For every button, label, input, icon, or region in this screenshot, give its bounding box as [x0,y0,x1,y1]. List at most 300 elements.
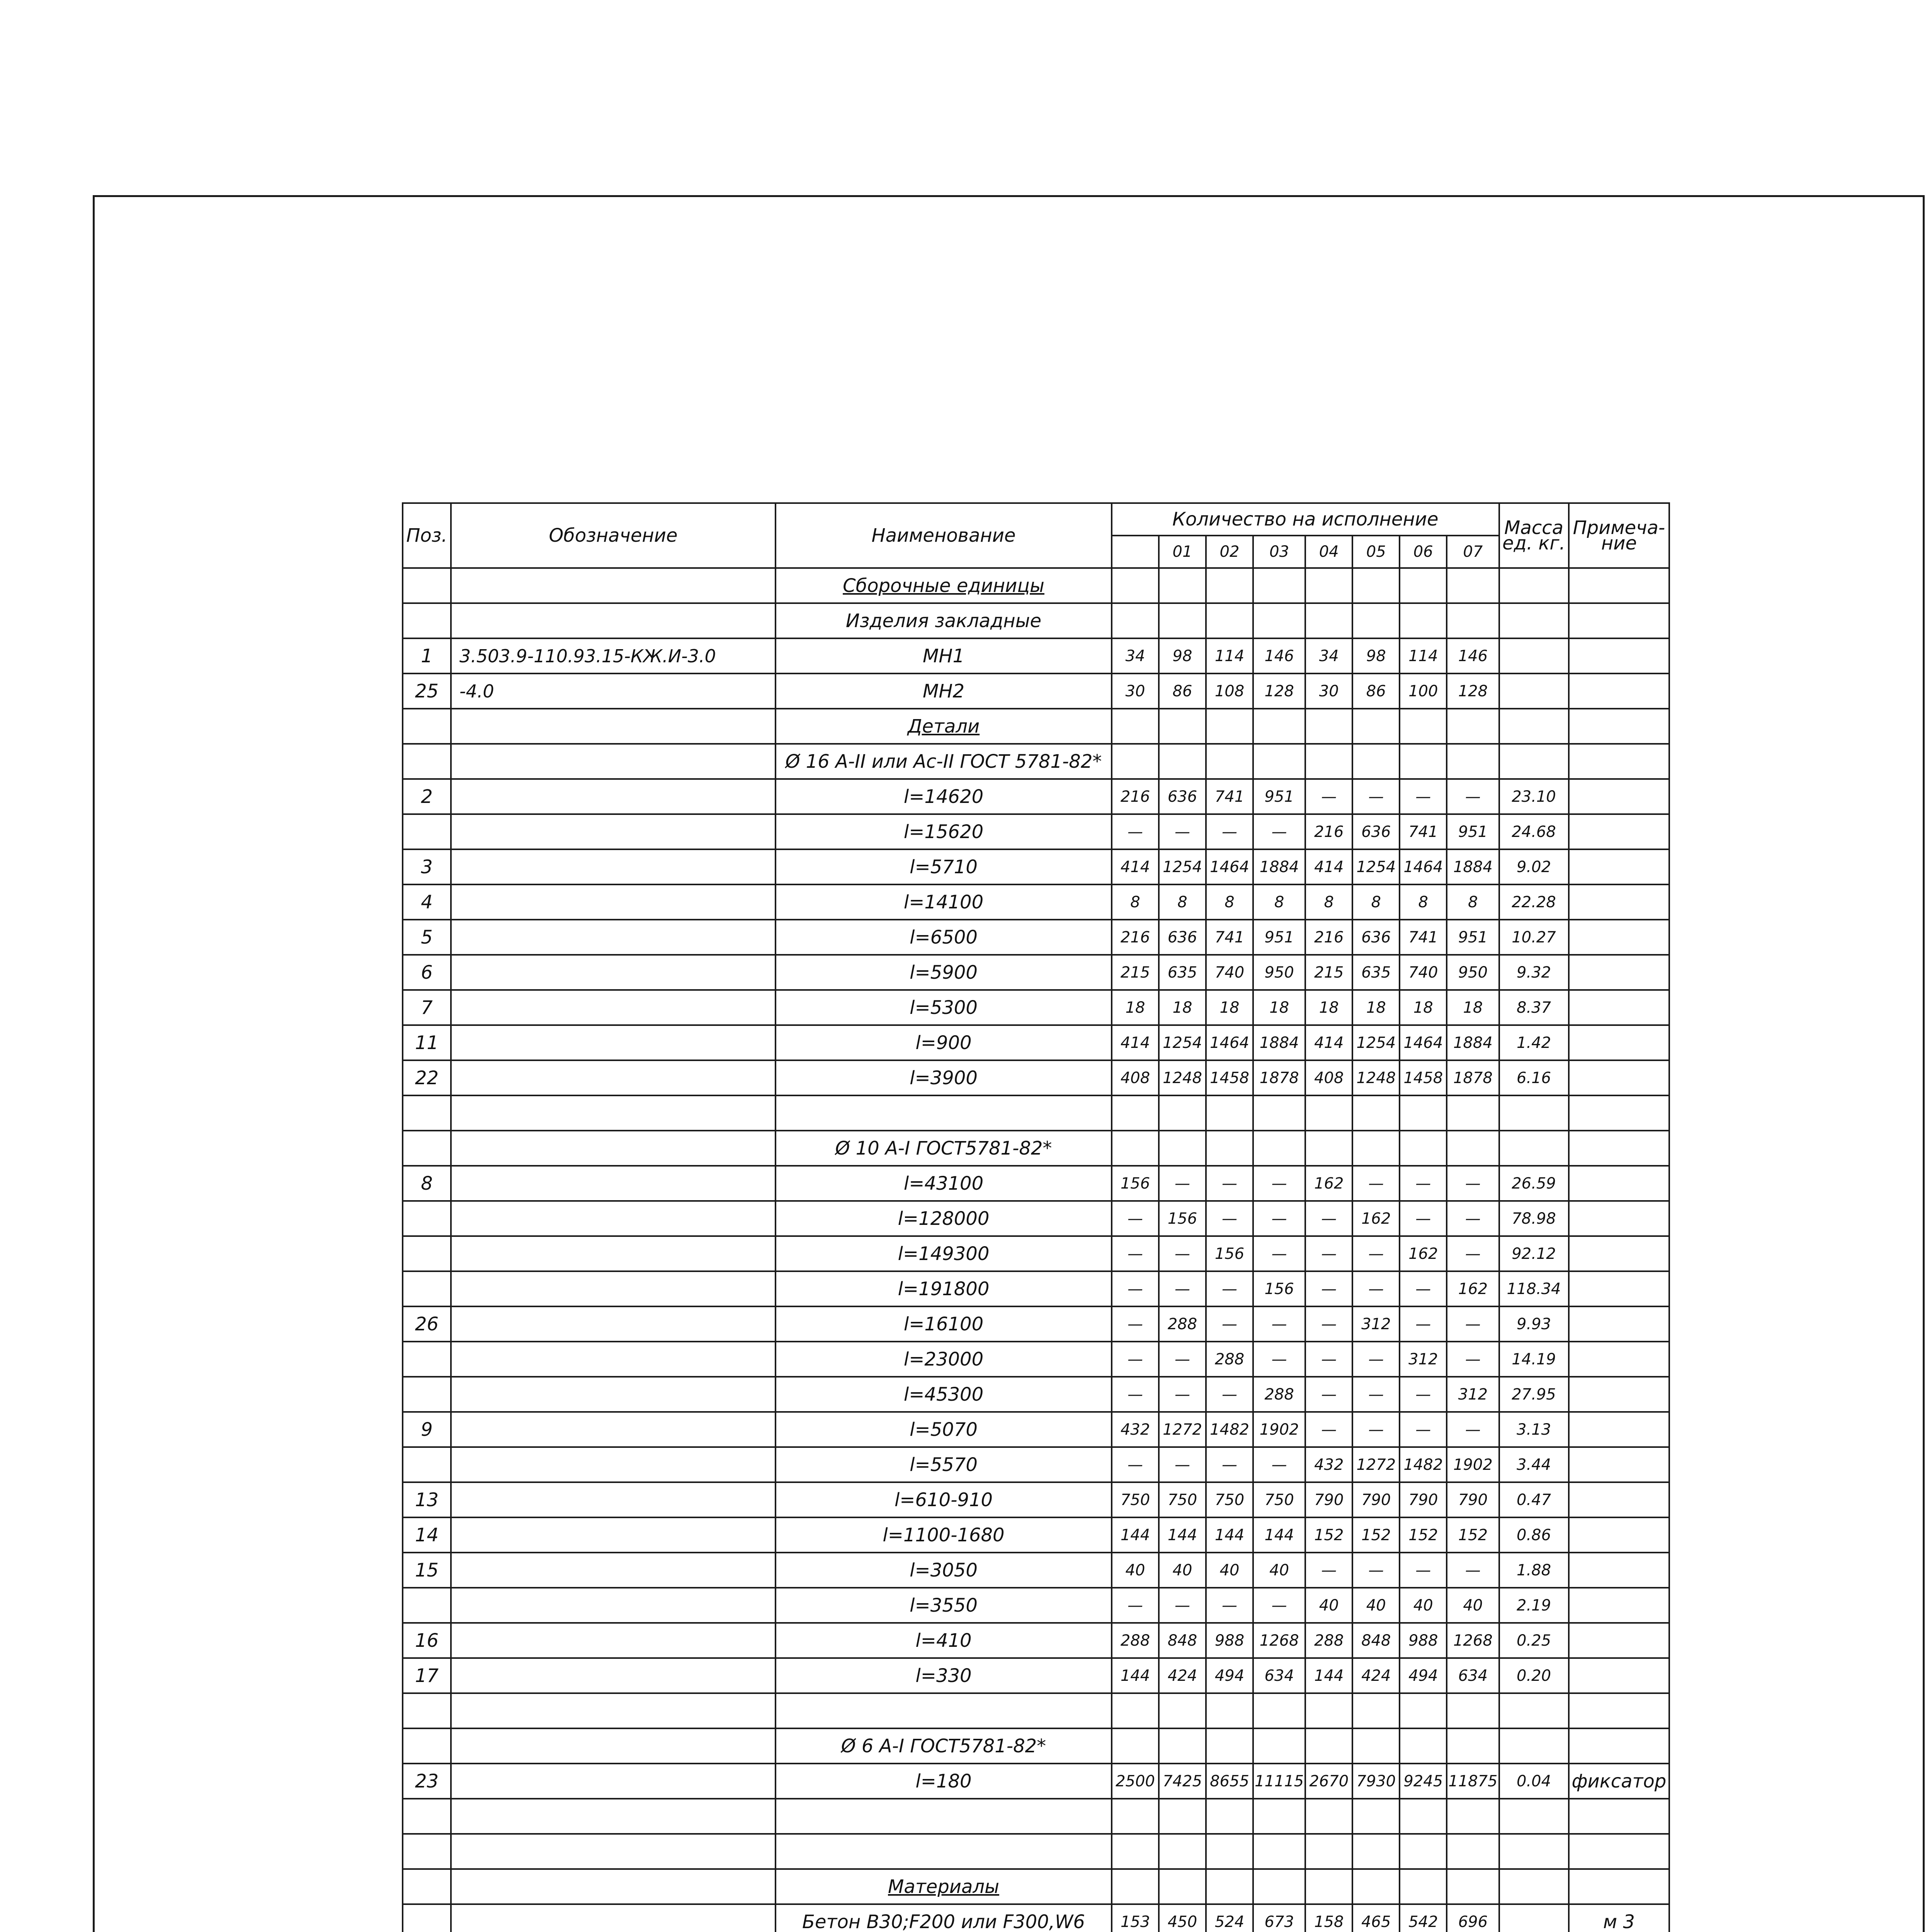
note-cell [1569,1201,1670,1236]
qty-cell [1112,1131,1159,1166]
qty-cell: 636 [1159,779,1206,814]
note-cell [1569,673,1670,709]
mass-cell: 9.93 [1499,1306,1569,1342]
name-cell [776,1799,1112,1834]
qty-cell [1400,709,1447,744]
name-cell: l=3900 [776,1060,1112,1095]
designation-cell [451,1095,776,1131]
qty-cell: — [1112,1201,1159,1236]
qty-cell [1352,709,1400,744]
pos-cell: 4 [403,884,451,920]
designation-cell: 3.503.9-110.93.15-КЖ.И-3.0 [451,638,776,673]
qty-cell [1352,1728,1400,1764]
qty-cell: — [1352,1553,1400,1588]
qty-cell: 1254 [1159,1025,1206,1060]
qty-cell [1206,1834,1253,1869]
qty-cell: 750 [1112,1482,1159,1517]
designation-cell [451,1693,776,1728]
specification-table [402,502,1670,1932]
note-cell [1569,849,1670,884]
note-cell: м 3 [1569,1904,1670,1932]
note-cell [1569,1095,1670,1131]
qty-cell: 750 [1159,1482,1206,1517]
designation-cell [451,1517,776,1553]
qty-cell: 524 [1206,1904,1253,1932]
spec-row [403,1201,1669,1236]
pos-cell [403,1869,451,1904]
name-cell: Ø 10 A-I ГОСТ5781-82* [776,1131,1112,1166]
mass-cell: 3.44 [1499,1447,1569,1482]
qty-cell [1112,1728,1159,1764]
qty-cell: — [1305,779,1352,814]
spec-row [403,568,1669,603]
qty-cell [1253,1869,1305,1904]
spec-row [403,1623,1669,1658]
designation-cell [451,1869,776,1904]
mass-cell: 3.13 [1499,1412,1569,1447]
qty-cell [1206,1693,1253,1728]
note-cell [1569,744,1670,779]
qty-cell [1352,1869,1400,1904]
note-cell [1569,990,1670,1025]
note-cell: фиксатор [1569,1764,1670,1799]
qty-cell [1206,568,1253,603]
spec-row [403,1236,1669,1271]
qty-cell: 1464 [1400,1025,1447,1060]
qty-cell [1112,568,1159,603]
qty-cell: 542 [1400,1904,1447,1932]
qty-cell: 951 [1253,920,1305,955]
qty-cell: 1884 [1253,849,1305,884]
variant-header: 03 [1253,536,1305,568]
qty-cell: — [1253,1342,1305,1377]
qty-cell [1352,1095,1400,1131]
qty-cell: 1248 [1159,1060,1206,1095]
qty-cell: — [1112,1377,1159,1412]
name-cell: l=6500 [776,920,1112,955]
qty-cell: — [1305,1306,1352,1342]
qty-cell: 2670 [1305,1764,1352,1799]
qty-cell: — [1253,1166,1305,1201]
qty-cell: 494 [1400,1658,1447,1693]
qty-cell [1447,603,1499,638]
pos-cell [403,1342,451,1377]
spec-row [403,1588,1669,1623]
name-cell: l=610-910 [776,1482,1112,1517]
qty-cell [1305,1728,1352,1764]
pos-cell [403,709,451,744]
qty-cell [1447,1095,1499,1131]
note-cell [1569,1588,1670,1623]
note-cell [1569,1306,1670,1342]
qty-cell [1112,1799,1159,1834]
qty-cell: — [1447,779,1499,814]
qty-cell: 848 [1159,1623,1206,1658]
name-cell: Изделия закладные [776,603,1112,638]
designation-cell [451,1377,776,1412]
mass-cell: 0.86 [1499,1517,1569,1553]
note-header: Примеча- ние [1569,503,1670,568]
qty-cell [1159,603,1206,638]
designation-cell [451,1236,776,1271]
pos-cell [403,1236,451,1271]
name-cell: l=14620 [776,779,1112,814]
designation-cell [451,814,776,849]
spec-row [403,884,1669,920]
qty-cell: 8 [1206,884,1253,920]
qty-cell: 1482 [1400,1447,1447,1482]
qty-cell: — [1447,1166,1499,1201]
qty-cell: — [1400,1377,1447,1412]
designation-cell [451,779,776,814]
qty-cell: 740 [1400,955,1447,990]
note-cell [1569,779,1670,814]
qty-cell: 1878 [1447,1060,1499,1095]
qty-cell: 215 [1305,955,1352,990]
qty-cell [1159,1834,1206,1869]
designation-cell [451,744,776,779]
qty-cell [1352,1131,1400,1166]
qty-cell: 951 [1447,814,1499,849]
qty-cell [1305,568,1352,603]
qty-cell: — [1253,814,1305,849]
qty-cell: — [1112,1342,1159,1377]
mass-cell [1499,1904,1569,1932]
qty-cell [1159,709,1206,744]
pos-cell [403,1447,451,1482]
name-cell: l=149300 [776,1236,1112,1271]
pos-cell [403,1588,451,1623]
name-cell: l=23000 [776,1342,1112,1377]
name-cell: l=5570 [776,1447,1112,1482]
qty-cell: 18 [1159,990,1206,1025]
note-cell [1569,568,1670,603]
pos-cell: 13 [403,1482,451,1517]
qty-cell: 7425 [1159,1764,1206,1799]
pos-header: Поз. [403,503,451,568]
qty-cell: — [1447,1553,1499,1588]
name-cell: l=5300 [776,990,1112,1025]
pos-cell [403,1799,451,1834]
note-cell [1569,1236,1670,1271]
qty-cell: — [1352,779,1400,814]
mass-cell [1499,1834,1569,1869]
qty-cell: 152 [1305,1517,1352,1553]
spec-row [403,814,1669,849]
name-cell [776,1095,1112,1131]
variant-empty [1112,536,1159,568]
qty-cell: 951 [1253,779,1305,814]
name-cell: Ø 6 A-I ГОСТ5781-82* [776,1728,1112,1764]
note-cell [1569,638,1670,673]
mass-cell: 23.10 [1499,779,1569,814]
qty-cell [1305,1799,1352,1834]
qty-cell: 1254 [1352,1025,1400,1060]
qty-cell [1447,568,1499,603]
qty-cell: 741 [1206,779,1253,814]
qty-cell: — [1112,1588,1159,1623]
spec-row [403,779,1669,814]
qty-cell: 790 [1447,1482,1499,1517]
mass-cell [1499,1799,1569,1834]
qty-cell: 86 [1352,673,1400,709]
qty-cell: 424 [1352,1658,1400,1693]
qty-cell [1447,709,1499,744]
qty-cell: 153 [1112,1904,1159,1932]
pos-cell: 23 [403,1764,451,1799]
name-cell: l=14100 [776,884,1112,920]
qty-cell: 988 [1206,1623,1253,1658]
qty-cell: 1464 [1206,1025,1253,1060]
qty-cell [1206,1799,1253,1834]
designation-cell [451,1553,776,1588]
qty-cell [1352,1834,1400,1869]
qty-cell: — [1253,1236,1305,1271]
name-cell: l=410 [776,1623,1112,1658]
qty-cell: 144 [1112,1658,1159,1693]
designation-cell [451,1166,776,1201]
note-cell [1569,1412,1670,1447]
mass-header: Масса ед. кг. [1499,503,1569,568]
spec-row [403,709,1669,744]
qty-cell: — [1159,1588,1206,1623]
qty-cell [1400,568,1447,603]
pos-cell: 14 [403,1517,451,1553]
qty-cell: 152 [1447,1517,1499,1553]
qty-cell [1112,1095,1159,1131]
designation-cell [451,1131,776,1166]
qty-cell: 11875 [1447,1764,1499,1799]
pos-cell: 25 [403,673,451,709]
qty-cell: — [1159,1377,1206,1412]
qty-cell: 414 [1305,1025,1352,1060]
pos-cell [403,1728,451,1764]
pos-cell [403,1271,451,1306]
designation-cell [451,709,776,744]
note-cell [1569,1869,1670,1904]
note-cell [1569,955,1670,990]
mass-cell [1499,673,1569,709]
qty-cell: 1268 [1253,1623,1305,1658]
designation-cell [451,1412,776,1447]
qty-cell [1447,1131,1499,1166]
note-cell [1569,1482,1670,1517]
qty-cell: 634 [1447,1658,1499,1693]
qty-cell [1206,1728,1253,1764]
pos-cell: 17 [403,1658,451,1693]
qty-cell: 750 [1253,1482,1305,1517]
qty-cell: 34 [1305,638,1352,673]
spec-row [403,673,1669,709]
mass-cell: 9.32 [1499,955,1569,990]
designation-cell [451,1658,776,1693]
spec-row [403,1904,1669,1932]
qty-cell: 288 [1253,1377,1305,1412]
name-cell: l=43100 [776,1166,1112,1201]
qty-cell: 144 [1112,1517,1159,1553]
qty-header: Количество на исполнение [1112,503,1499,536]
qty-cell [1305,744,1352,779]
pos-cell: 1 [403,638,451,673]
qty-cell: 414 [1112,849,1159,884]
qty-cell: — [1400,1166,1447,1201]
qty-cell: 18 [1352,990,1400,1025]
name-cell: Сборочные единицы [776,568,1112,603]
qty-cell [1352,1693,1400,1728]
spec-row [403,744,1669,779]
qty-cell [1400,1095,1447,1131]
name-cell: l=128000 [776,1201,1112,1236]
mass-cell: 6.16 [1499,1060,1569,1095]
note-cell [1569,1517,1670,1553]
qty-cell: 432 [1305,1447,1352,1482]
qty-cell: 1268 [1447,1623,1499,1658]
designation-cell [451,990,776,1025]
name-cell: l=330 [776,1658,1112,1693]
qty-cell: 162 [1352,1201,1400,1236]
qty-cell: — [1253,1306,1305,1342]
qty-cell [1159,1869,1206,1904]
qty-cell [1112,1693,1159,1728]
qty-cell: 414 [1305,849,1352,884]
designation-cell [451,1342,776,1377]
qty-cell: — [1206,1271,1253,1306]
qty-cell: 1272 [1352,1447,1400,1482]
qty-cell: — [1206,1588,1253,1623]
qty-cell: — [1112,814,1159,849]
spec-row [403,1799,1669,1834]
variant-header: 02 [1206,536,1253,568]
pos-cell: 15 [403,1553,451,1588]
designation-cell [451,955,776,990]
mass-cell: 118.34 [1499,1271,1569,1306]
qty-cell: — [1447,1342,1499,1377]
qty-cell [1352,568,1400,603]
mass-cell [1499,709,1569,744]
note-cell [1569,1799,1670,1834]
qty-cell: 40 [1400,1588,1447,1623]
qty-cell [1253,568,1305,603]
spec-row [403,1131,1669,1166]
qty-cell: 636 [1352,814,1400,849]
name-cell: Материалы [776,1869,1112,1904]
qty-cell: 1878 [1253,1060,1305,1095]
qty-cell: 152 [1352,1517,1400,1553]
qty-cell: 146 [1253,638,1305,673]
qty-cell: 108 [1206,673,1253,709]
pos-cell [403,1834,451,1869]
qty-cell: 40 [1447,1588,1499,1623]
spec-row [403,1271,1669,1306]
mass-cell: 0.47 [1499,1482,1569,1517]
qty-cell: 8655 [1206,1764,1253,1799]
qty-cell: 114 [1400,638,1447,673]
qty-cell [1206,1095,1253,1131]
qty-cell: 951 [1447,920,1499,955]
mass-cell: 92.12 [1499,1236,1569,1271]
qty-cell [1305,1095,1352,1131]
spec-row [403,955,1669,990]
qty-cell: — [1447,1306,1499,1342]
note-cell [1569,1447,1670,1482]
qty-cell: 40 [1352,1588,1400,1623]
qty-cell: 1884 [1447,1025,1499,1060]
qty-cell: — [1305,1412,1352,1447]
qty-cell [1447,1799,1499,1834]
mass-cell: 1.88 [1499,1553,1569,1588]
name-cell: l=900 [776,1025,1112,1060]
qty-cell [1159,744,1206,779]
qty-cell: — [1447,1412,1499,1447]
designation-cell [451,1799,776,1834]
designation-cell [451,1306,776,1342]
spec-row [403,1060,1669,1095]
qty-cell [1305,1869,1352,1904]
name-cell: l=16100 [776,1306,1112,1342]
qty-cell: 790 [1400,1482,1447,1517]
spec-row [403,920,1669,955]
qty-cell [1305,1693,1352,1728]
qty-cell: 288 [1159,1306,1206,1342]
qty-cell: 18 [1206,990,1253,1025]
qty-cell: 18 [1305,990,1352,1025]
pos-cell: 16 [403,1623,451,1658]
name-cell: МН2 [776,673,1112,709]
qty-cell: 1464 [1400,849,1447,884]
qty-cell: 636 [1352,920,1400,955]
qty-cell [1400,1869,1447,1904]
qty-cell: 465 [1352,1904,1400,1932]
note-cell [1569,1342,1670,1377]
spec-row [403,1693,1669,1728]
qty-cell: 741 [1206,920,1253,955]
qty-cell: — [1400,1271,1447,1306]
pos-cell: 26 [403,1306,451,1342]
mass-cell [1499,568,1569,603]
designation-cell [451,1904,776,1932]
qty-cell: 18 [1447,990,1499,1025]
qty-cell [1159,1693,1206,1728]
qty-cell [1253,1693,1305,1728]
qty-cell: 408 [1112,1060,1159,1095]
qty-cell: 635 [1159,955,1206,990]
qty-cell [1447,1693,1499,1728]
qty-cell: 18 [1112,990,1159,1025]
qty-cell: 144 [1305,1658,1352,1693]
qty-cell: 144 [1159,1517,1206,1553]
name-cell: l=180 [776,1764,1112,1799]
qty-cell: — [1206,814,1253,849]
pos-cell [403,1131,451,1166]
qty-cell: 86 [1159,673,1206,709]
qty-cell: 40 [1253,1553,1305,1588]
name-cell [776,1834,1112,1869]
qty-cell: — [1253,1447,1305,1482]
spec-row [403,1482,1669,1517]
qty-cell: — [1447,1236,1499,1271]
qty-cell [1206,744,1253,779]
qty-cell [1400,1728,1447,1764]
note-cell [1569,1623,1670,1658]
qty-cell: — [1305,1271,1352,1306]
qty-cell: 432 [1112,1412,1159,1447]
qty-cell: 128 [1253,673,1305,709]
name-cell: l=3550 [776,1588,1112,1623]
qty-cell: 8 [1305,884,1352,920]
qty-cell: 162 [1305,1166,1352,1201]
mass-cell [1499,1131,1569,1166]
mass-cell: 0.20 [1499,1658,1569,1693]
